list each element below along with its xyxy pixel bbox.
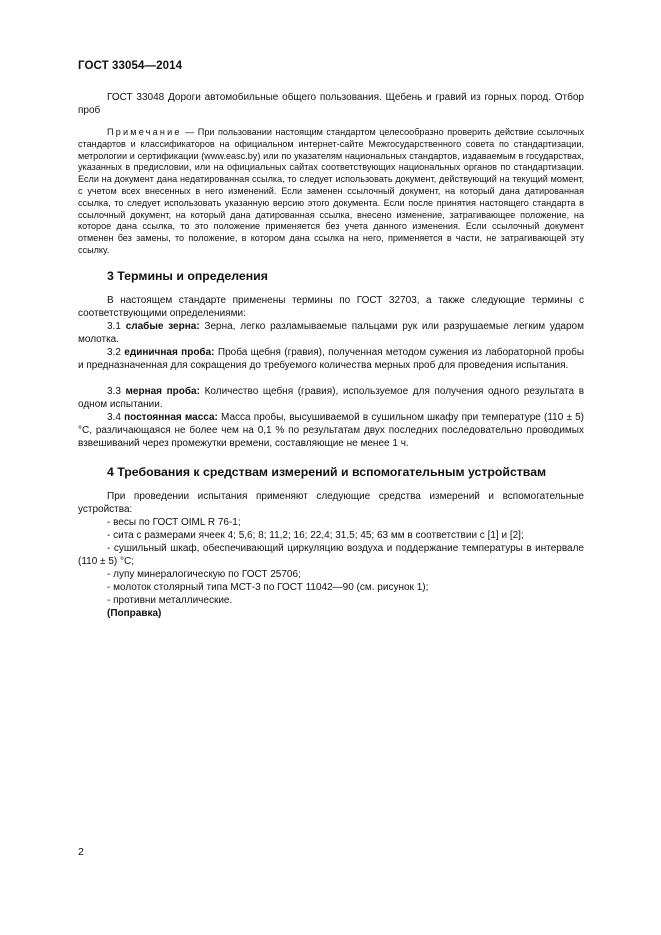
section-3-heading: 3 Термины и определения (107, 269, 268, 283)
list-item: - сита с размерами ячеек 4; 5,6; 8; 11,2; 16; 22,4; 31,5; 45; 63 мм в соответствии с [1] и [2]; (107, 530, 524, 541)
section-4-heading: 4 Требования к средствам измерений и вспомогательным устройствам (107, 465, 547, 479)
list-item: - противни металлические. (107, 595, 233, 606)
note-text: — При пользовании настоящим стандартом целесообразно проверить действие ссылочных стандартов и классификаторов на официальном интернет-сайте Межгосударственного совета по стандартизации, метрологии и сертификации (www.easc.by) или по указателям национальных стандартов, издаваемым в государствах, указанных в предисловии, или на официальных сайтах соответствующих национальных органов по стандартизации. Если на документ дана недатированная ссылка, то следует использовать документ, действующий на текущий момент, с учетом всех внесенных в него изменений. Если заменен ссылочный документ, на который дана датированная ссылка, то следует использовать указанную версию этого документа. Если после принятия настоящего стандарта в ссылочный документ, на который дана датированная ссылка, внесено изменение, затрагивающее положение, на которое дана ссылка, то это положение применяется без учета данного изменения. Если ссылочный документ отменен без замены, то положение, в котором дана ссылка на него, применяется в части, не затрагивающей эту ссылку. (78, 127, 584, 255)
list-item: - весы по ГОСТ OIML R 76-1; (107, 517, 241, 528)
section-3-intro: В настоящем стандарте применены термины по ГОСТ 32703, а также следующие термины с соответствующими определениями: (78, 295, 584, 319)
section-4-intro: При проведении испытания применяют следующие средства измерений и вспомогательные устройства: (78, 491, 584, 515)
list-item: - лупу минералогическую по ГОСТ 25706; (107, 569, 301, 580)
term-name: мерная проба: (125, 386, 200, 397)
list-item: - сушильный шкаф, обеспечивающий циркуляцию воздуха и поддержание температуры в интервале (110 ± 5) °С; (78, 543, 584, 567)
list-item: - молоток столярный типа МСТ-3 по ГОСТ 11042—90 (см. рисунок 1); (107, 582, 429, 593)
page-number: 2 (78, 846, 84, 858)
term-definition: 3.3 мерная проба: Количество щебня (гравия), используемое для получения одного результата в одном испытании. (78, 386, 585, 410)
term-name: единичная проба: (124, 347, 215, 358)
term-name: постоянная масса: (124, 412, 218, 423)
note-label: Примечание (107, 127, 182, 137)
amendment-label: (Поправка) (107, 608, 162, 619)
note-paragraph (78, 127, 584, 257)
normative-reference (78, 91, 584, 117)
term-name: слабые зерна: (125, 321, 200, 332)
term-definition: 3.2 единичная проба: Проба щебня (гравия), полученная методом сужения из лабораторной пробы и предназначенная для сокращения до требуемого количества мерных проб для проведения испытания. (78, 347, 585, 371)
term-definition: 3.4 постоянная масса: Масса пробы, высушиваемой в сушильном шкафу при температуре (110 ± 5) °С, различающаяся не более чем на 0,1 % по результатам двух последних последовательно проводимых взвешиваний через промежутки времени, составляющие не менее 1 ч. (78, 412, 585, 449)
document-header: ГОСТ 33054—2014 (78, 60, 183, 72)
term-definition: 3.1 слабые зерна: Зерна, легко разламываемые пальцами рук или разрушаемые легким ударом молотка. (78, 321, 584, 345)
reference-text: ГОСТ 33048 Дороги автомобильные общего пользования. Щебень и гравий из горных пород. Отбор проб (78, 92, 584, 116)
